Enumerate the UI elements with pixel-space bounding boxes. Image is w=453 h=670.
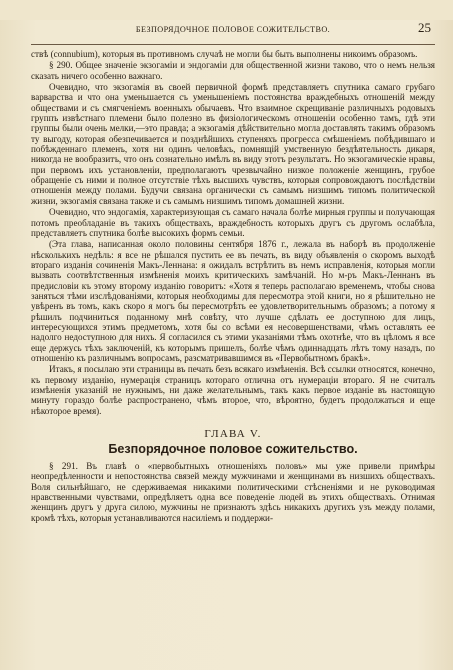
paragraph: Очевидно, что эндогамія, характеризующая съ самаго начала болѣе мирныя группы и получающая потомъ преобладаніе въ такихъ обществахъ, враждебность которыхъ другъ съ другомъ ослабѣла, представляетъ спутника болѣе высокихъ формъ семьи.	[31, 207, 435, 238]
paragraph: § 290. Общее значеніе экзогаміи и эндогаміи для общественной жизни таково, что о немъ нельзя сказать ничего особенно важнаго.	[31, 60, 435, 81]
running-header	[31, 20, 435, 45]
paragraph: Очевидно, что экзогамія въ своей первичной формѣ представляетъ спутника самаго грубаго варварства и что она уменьшается съ уменьшеніемъ постоянства враждебныхъ отношеній между обществами и съ смягченіемъ военныхъ обычаевъ. Что взаимное скрещиваніе различныхъ родовыхъ группъ извѣстнаго племени было полезно въ физіологическомъ отношеніи особенно тамъ, гдѣ эти группы были очень мелки,—это правда; а экзогамія дѣйствительно могла доставлять такимъ образомъ ту выгоду, которая обезпечивается и позднѣйшихъ ступеняхъ прогресса смѣшеніемъ побѣдившаго и побѣжденнаго племенъ, хотя ни одинъ человѣкъ, помнящій умственную бездѣятельность дикаря, никогда не вообразитъ, что онъ сознательно имѣлъ въ виду этотъ результатъ. Но экзогамическіе нравы, при первомъ ихъ установленіи, предполагаютъ чрезвычайно низкое положеніе женщинъ, грубое обращеніе съ ними и полное отсутствіе тѣхъ высшихъ чувствъ, которыя сопровождаютъ послѣдствіи отношенія между полами. Будучи связана органически съ самымъ низшимъ типомъ политической жизни, экзогамія связана также и съ самымъ низшимъ типомъ домашней жизни.	[31, 82, 435, 206]
paragraph: Итакъ, я посылаю эти страницы въ печать безъ всякаго измѣненія. Всѣ ссылки относятся, конечно, къ первому изданію, нумерація страницъ котораго отлична отъ нумераціи втораго. Я не считалъ измѣненія указаній не нужнымъ, ни даже желательнымъ, такъ какъ первое изданіе въ настоящую минуту гораздо болѣе распространено, чѣмъ второе, что, вѣроятно, будетъ продолжаться и еще нѣкоторое время).	[31, 364, 435, 416]
chapter-heading: ГЛАВА V.	[204, 428, 262, 441]
page-body	[31, 49, 435, 523]
page-number: 25	[418, 20, 431, 35]
book-page	[0, 20, 453, 670]
paragraph: (Эта глава, написанная около половины сентября 1876 г., лежала въ наборѣ въ продолженіе нѣсколькихъ недѣль: я все не рѣшался пустить ее въ печать, въ виду объявленія о скоромъ выходѣ втораго изданія сочиненія Макъ-Леннана: я ожидалъ встрѣтить въ немъ исправленія, которыя могли вызвать соотвѣтственныя измѣненія моихъ критическихъ замѣчаній. Но м-ръ Макъ-Леннанъ въ предисловіи къ этому второму изданію говоритъ: «Хотя я теперь располагаю временемъ, чтобы снова заняться тѣми изслѣдованіями, которыя необходимы для пересмотра этой книги, но я рѣшительно не увѣренъ въ томъ, какъ скоро я могъ бы пересмотрѣть ее удовлетворительнымъ образомъ; а потому я рѣшилъ подчиниться поданному мнѣ совѣту, что лучше сдѣлать ее доступною для лицъ, интересующихся этимъ предметомъ, хотя бы со всѣми ея несовершенствами, чѣмъ оставлять ее надолго недоступною для нихъ. Я согласился съ этими указаніями тѣмъ охотнѣе, что въ цѣломъ я все еще держусь тѣхъ заключеній, къ которымъ пришелъ, болѣе чѣмъ одиннадцать лѣтъ тому назадъ, по отношенію къ различнымъ вопросамъ, разсматривавшимся въ «Первобытномъ бракѣ».	[31, 239, 435, 363]
paragraph: § 291. Въ главѣ о «первобытныхъ отношеніяхъ половъ» мы уже привели примѣры неопредѣленности и непостоянства связей между мужчинами и женщинами въ низшихъ обществахъ. Воля сильнѣйшаго, не сдерживаемая никакими политическими стѣсненіями и не руководимая нравственными чувствами, опредѣляетъ одна все поведеніе людей въ этихъ обществахъ. Отнимая женщинъ другъ у друга силою, мужчины не признаютъ здѣсь никакихъ другихъ узъ между полами, кромѣ тѣхъ, которыя устанавливаются насиліемъ и поддержи-	[31, 461, 435, 523]
running-title: БЕЗПОРЯДОЧНОЕ ПОЛОВОЕ СОЖИТЕЛЬСТВО.	[135, 25, 331, 34]
chapter-subtitle: Безпорядочное половое сожительство.	[108, 442, 358, 457]
paragraph: ствѣ (connubium), которыя въ противномъ случаѣ не могли бы быть выполнены никоимъ образомъ.	[31, 49, 418, 59]
